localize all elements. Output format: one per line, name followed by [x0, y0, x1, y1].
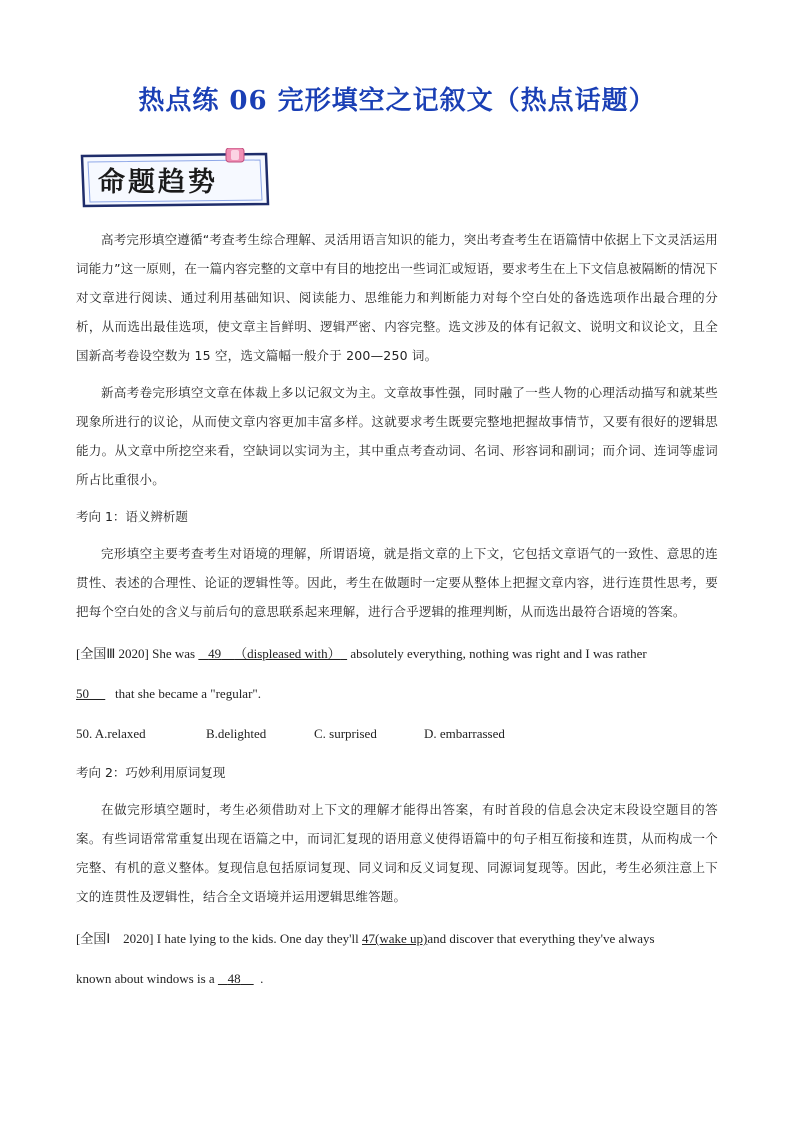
example-2-blank: 47(wake up) [362, 931, 428, 946]
document-body [76, 225, 718, 999]
example-1-text-c: that she became a "regular". [115, 686, 261, 701]
banner-label: 命题趋势 [98, 167, 218, 198]
paragraph-4: 在做完形填空题时，考生必须借助对上下文的理解才能得出答案，有时首段的信息会决定末段设空题目的答案。有些词语常常重复出现在语篇之中，而词汇复现的语用意义使得语篇中的句子相互衔接和连贯，从而构成一个完整、有机的意义整体。复现信息包括原词复现、同义词和反义词复现、同源词复现等。因此，考生必须注意上下文的连贯性及逻辑性，结合全文语境并运用逻辑思维答题。 [76, 802, 718, 904]
example-1-blank-2: 50 [76, 686, 89, 701]
section-banner [78, 148, 276, 208]
example-1-line-2 [76, 674, 718, 714]
example-1-options [76, 714, 718, 754]
example-2-text-c: known about windows is a [76, 971, 215, 986]
option-a: 50. A.relaxed [76, 726, 146, 741]
paragraph-3: 完形填空主要考查考生对语境的理解，所谓语境，就是指文章的上下文，它包括文章语气的一致性、意思的连贯性、表述的合理性、论证的逻辑性等。因此，考生在做题时一定要从整体上把握文章内容，进行连贯性思考，要把每个空白处的含义与前后句的意思联系起来理解，进行合乎逻辑的推理判断，从而选出最符合语境的答案。 [76, 546, 718, 619]
example-2-text-a: I hate lying to the kids. One day they'll [156, 931, 359, 946]
section-heading-2: 考向 2：巧妙利用原词复现 [76, 765, 226, 780]
example-2-line-1 [76, 919, 718, 959]
example-2-text-b: and discover that everything they've always [427, 931, 655, 946]
example-1-source: [全国Ⅲ 2020] [76, 646, 149, 661]
page-title: 热点练 06 完形填空之记叙文（热点话题） [138, 86, 656, 116]
section-heading-1: 考向 1：语义辨析题 [76, 509, 188, 524]
option-c: C. surprised [314, 726, 377, 741]
paragraph-2: 新高考卷完形填空文章在体裁上多以记叙文为主。文章故事性强，同时融了一些人物的心理活动描写和就某些现象所进行的议论，从而使文章内容更加丰富多样。这就要求考生既要完整地把握故事情节，又要有很好的逻辑思能力。从文章中所挖空来看，空缺词以实词为主，其中重点考查动词、名词、形容词和副词；而介词、连词等虚词所占比重很小。 [76, 385, 718, 487]
example-1-line-1 [76, 634, 718, 674]
example-2-text-d: . [260, 971, 264, 986]
paragraph-1: 高考完形填空遵循“考查考生综合理解、灵活用语言知识的能力，突出考查考生在语篇情中依据上下文灵活运用词能力”这一原则，在一篇内容完整的文章中有目的地挖出一些词汇或短语，要求考生在上下文信息被隔断的情况下对文章进行阅读、通过利用基础知识、阅读能力、思维能力和判断能力对每个空白处的备选选项作出最合理的分析，从而选出最佳选项，使文章主旨鲜明、逻辑严密、内容完整。选文涉及的体有记叙文、说明文和议论文，且全国新高考卷设空数为 15 空，选文篇幅一般介于 200—250 词。 [76, 232, 718, 363]
option-b: B.delighted [206, 726, 267, 741]
example-2-source: [全国Ⅰ 2020] [76, 931, 154, 946]
example-2-blank-2: 48 [227, 971, 241, 986]
example-1-text-b: absolutely everything, nothing was right and I was rather [350, 646, 647, 661]
example-2-line-2 [76, 959, 718, 999]
option-d: D. embarrassed [424, 726, 505, 741]
example-1-blank: 49 （displeased with） [208, 646, 341, 661]
example-1-text-a: She was [152, 646, 196, 661]
